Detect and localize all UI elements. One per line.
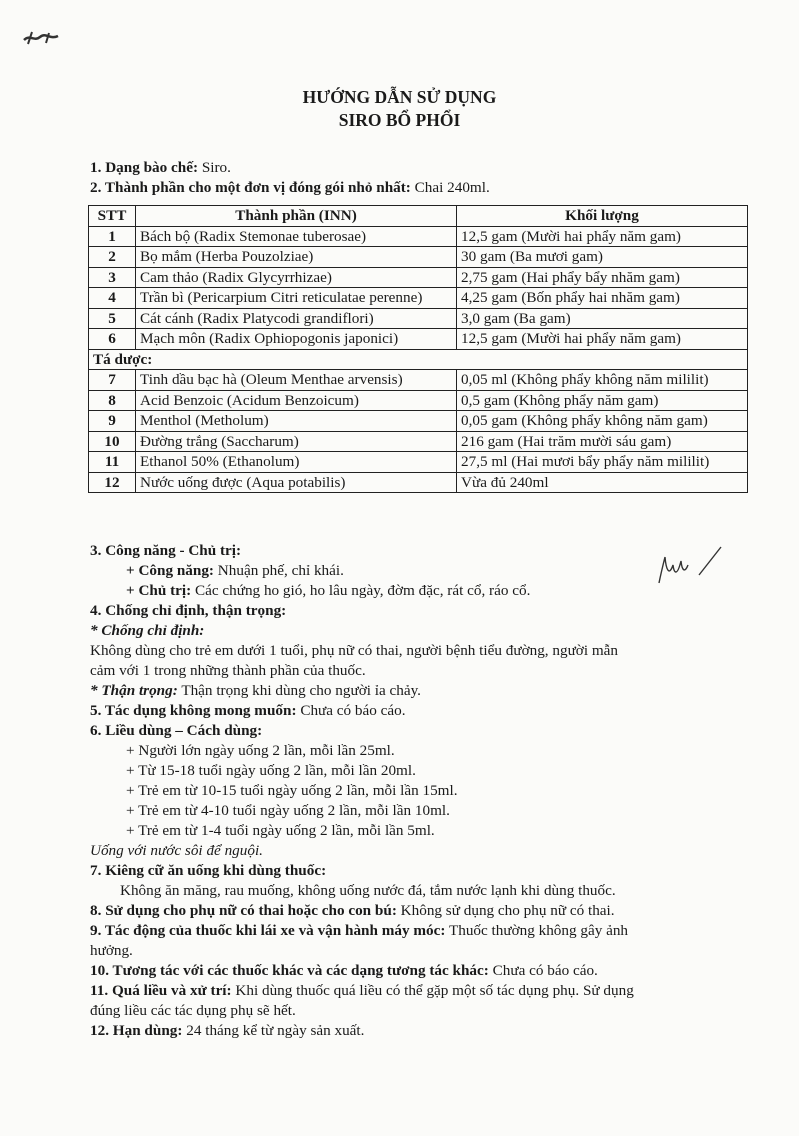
chu-tri-value: Các chứng ho gió, ho lâu ngày, đờm đặc, rát cổ, ráo cổ.: [194, 582, 531, 599]
section-12-label: 12. Hạn dùng:: [90, 1022, 183, 1039]
section-1: [90, 158, 747, 178]
contraindication-label: * Chống chỉ định:: [90, 622, 205, 639]
table-row: [89, 431, 748, 452]
title-line-2: SIRO BỔ PHỔI: [338, 110, 461, 130]
section-12: [90, 1021, 747, 1041]
row-ingredient: Cam thảo (Radix Glycyrrhizae): [136, 267, 457, 288]
ingredients-table: [88, 205, 748, 493]
row-amount: 12,5 gam (Mười hai phẩy năm gam): [457, 329, 748, 350]
chu-tri-line: [90, 581, 747, 601]
section-10-label: 10. Tương tác với các thuốc khác và các dạng tương tác khác:: [90, 962, 489, 979]
contraindication-line-1: Không dùng cho trẻ em dưới 1 tuổi, phụ nữ có thai, người bệnh tiểu đường, người mẫn: [90, 642, 618, 659]
row-amount: 4,25 gam (Bốn phẩy hai nhăm gam): [457, 288, 748, 309]
row-ingredient: Tinh dầu bạc hà (Oleum Menthae arvensis): [136, 370, 457, 391]
table-row: [89, 452, 748, 473]
section-9-label: 9. Tác động của thuốc khi lái xe và vận hành máy móc:: [90, 922, 446, 939]
dosage-item: + Từ 15-18 tuổi ngày uống 2 lần, mỗi lần 20ml.: [126, 762, 416, 779]
header-stt: STT: [89, 206, 136, 227]
table-row: [89, 472, 748, 493]
row-ingredient: Acid Benzoic (Acidum Benzoicum): [136, 390, 457, 411]
dosage-item: + Trẻ em từ 4-10 tuổi ngày uống 2 lần, mỗi lần 10ml.: [126, 802, 450, 819]
caution-line: [90, 681, 747, 701]
table-row: [89, 370, 748, 391]
table-row: [89, 247, 748, 268]
row-ingredient: Trần bì (Pericarpium Citri reticulatae perenne): [136, 288, 457, 309]
section-9-value-2: hưởng.: [90, 942, 133, 959]
section-2-value: Chai 240ml.: [414, 179, 490, 196]
row-amount: 0,05 ml (Không phẩy không năm mililit): [457, 370, 748, 391]
dosage-item: + Người lớn ngày uống 2 lần, mỗi lần 25ml.: [126, 742, 395, 759]
row-ingredient: Bách bộ (Radix Stemonae tuberosae): [136, 226, 457, 247]
section-2: [90, 178, 747, 198]
header-amount: Khối lượng: [457, 206, 748, 227]
table-row: [89, 267, 748, 288]
row-amount: 0,05 gam (Không phẩy không năm gam): [457, 411, 748, 432]
row-ingredient: Cát cánh (Radix Platycodi grandiflori): [136, 308, 457, 329]
row-amount: 216 gam (Hai trăm mười sáu gam): [457, 431, 748, 452]
row-stt: 11: [89, 452, 136, 473]
section-8-value: Không sử dụng cho phụ nữ có thai.: [400, 902, 615, 919]
row-ingredient: Menthol (Metholum): [136, 411, 457, 432]
dosage-list: [90, 741, 747, 841]
table-row: [89, 288, 748, 309]
section-3-label: 3. Công năng - Chủ trị:: [90, 542, 242, 559]
section-7-value: Không ăn măng, rau muống, không uống nước đá, tắm nước lạnh khi dùng thuốc.: [120, 882, 616, 899]
section-11-label: 11. Quá liều và xử trí:: [90, 982, 232, 999]
section-11-value: Khi dùng thuốc quá liều có thể gặp một số tác dụng phụ. Sử dụng: [235, 982, 634, 999]
row-amount: 3,0 gam (Ba gam): [457, 308, 748, 329]
row-amount: 2,75 gam (Hai phẩy bẩy nhăm gam): [457, 267, 748, 288]
row-amount: 30 gam (Ba mươi gam): [457, 247, 748, 268]
table-row: [89, 411, 748, 432]
row-stt: 12: [89, 472, 136, 493]
document-title: [0, 86, 799, 132]
contraindication-line-2: cảm với 1 trong những thành phần của thuốc.: [90, 662, 366, 679]
cong-nang-label: + Công năng:: [126, 562, 214, 579]
section-2-label: 2. Thành phần cho một đơn vị đóng gói nhỏ nhất:: [90, 179, 411, 196]
row-ingredient: Ethanol 50% (Ethanolum): [136, 452, 457, 473]
row-stt: 9: [89, 411, 136, 432]
table-row: [89, 390, 748, 411]
row-amount: 0,5 gam (Không phẩy năm gam): [457, 390, 748, 411]
chu-tri-label: + Chủ trị:: [126, 582, 192, 599]
row-stt: 3: [89, 267, 136, 288]
section-11: [90, 981, 747, 1001]
section-10-value: Chưa có báo cáo.: [492, 962, 598, 979]
table-row: [89, 308, 748, 329]
section-5-value: Chưa có báo cáo.: [300, 702, 406, 719]
row-amount: Vừa đủ 240ml: [457, 472, 748, 493]
section-5: [90, 701, 747, 721]
dosage-item: + Trẻ em từ 1-4 tuổi ngày uống 2 lần, mỗi lần 5ml.: [126, 822, 435, 839]
table-row: [89, 226, 748, 247]
row-stt: 2: [89, 247, 136, 268]
row-ingredient: Mạch môn (Radix Ophiopogonis japonici): [136, 329, 457, 350]
row-stt: 6: [89, 329, 136, 350]
scan-mark-icon: [22, 28, 62, 48]
row-amount: 27,5 ml (Hai mươi bẩy phẩy năm mililit): [457, 452, 748, 473]
section-10: [90, 961, 747, 981]
row-ingredient: Đường trắng (Saccharum): [136, 431, 457, 452]
row-stt: 5: [89, 308, 136, 329]
row-stt: 4: [89, 288, 136, 309]
row-ingredient: Nước uống được (Aqua potabilis): [136, 472, 457, 493]
dosage-item: + Trẻ em từ 10-15 tuổi ngày uống 2 lần, mỗi lần 15ml.: [126, 782, 458, 799]
excipient-group-row: [89, 349, 748, 370]
section-8: [90, 901, 747, 921]
section-7-label: 7. Kiêng cữ ăn uống khi dùng thuốc:: [90, 862, 327, 879]
dosage-note: Uống với nước sôi để nguội.: [90, 842, 263, 859]
section-5-label: 5. Tác dụng không mong muốn:: [90, 702, 297, 719]
section-8-label: 8. Sử dụng cho phụ nữ có thai hoặc cho con bú:: [90, 902, 397, 919]
section-11-value-2: đúng liều các tác dụng phụ sẽ hết.: [90, 1002, 296, 1019]
section-1-label: 1. Dạng bào chế:: [90, 159, 199, 176]
title-line-1: HƯỚNG DẪN SỬ DỤNG: [302, 87, 497, 107]
row-ingredient: Bọ mắm (Herba Pouzolziae): [136, 247, 457, 268]
row-stt: 10: [89, 431, 136, 452]
table-row: [89, 329, 748, 350]
cong-nang-value: Nhuận phế, chỉ khái.: [217, 562, 344, 579]
caution-value: Thận trọng khi dùng cho người ỉa chảy.: [181, 682, 421, 699]
row-stt: 1: [89, 226, 136, 247]
caution-label: * Thận trọng:: [90, 682, 178, 699]
table-header-row: [89, 206, 748, 227]
cong-nang-line: [90, 561, 747, 581]
row-stt: 7: [89, 370, 136, 391]
section-3: [90, 541, 747, 1041]
section-4-label: 4. Chống chỉ định, thận trọng:: [90, 602, 287, 619]
row-amount: 12,5 gam (Mười hai phẩy năm gam): [457, 226, 748, 247]
excipient-label: Tá dược:: [89, 349, 748, 370]
section-6-label: 6. Liều dùng – Cách dùng:: [90, 722, 263, 739]
section-1-value: Siro.: [201, 159, 231, 176]
section-9: [90, 921, 747, 941]
header-ingredient: Thành phần (INN): [136, 206, 457, 227]
section-9-value: Thuốc thường không gây ảnh: [448, 922, 629, 939]
row-stt: 8: [89, 390, 136, 411]
section-12-value: 24 tháng kể từ ngày sản xuất.: [186, 1022, 365, 1039]
